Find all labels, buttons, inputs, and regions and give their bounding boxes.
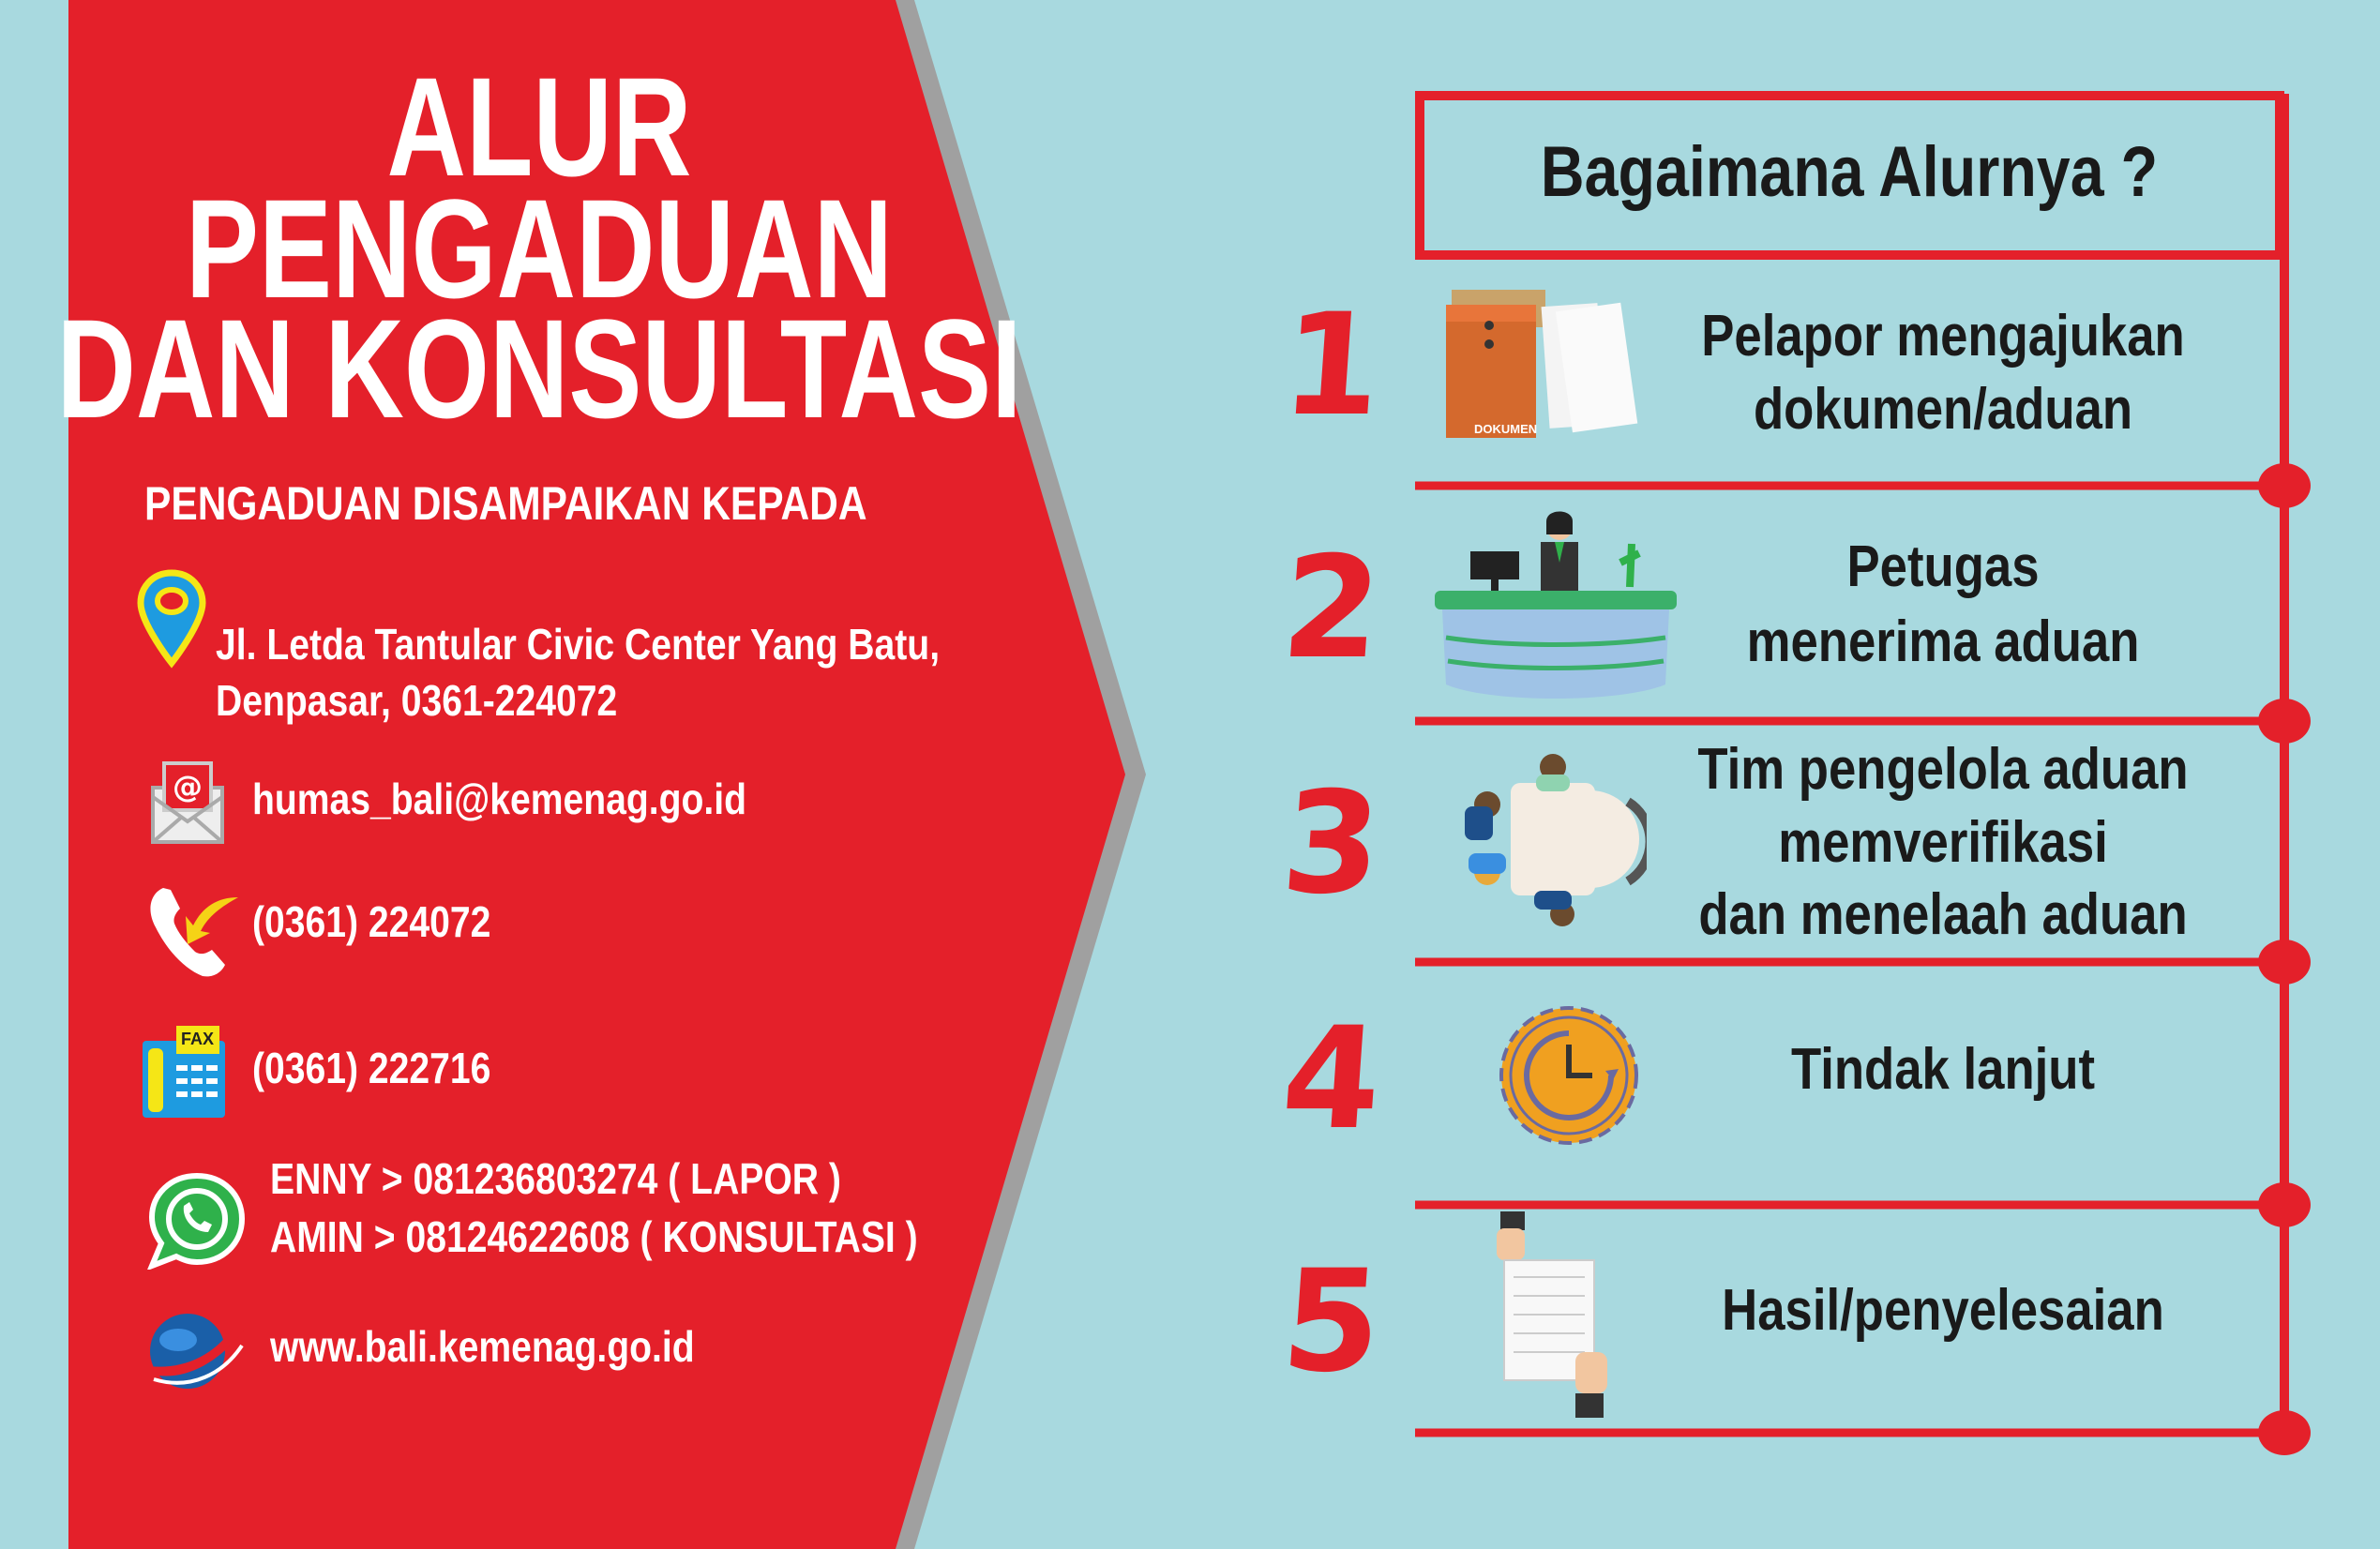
website-link[interactable]: www.bali.kemenag.go.id (270, 1322, 695, 1371)
email-link[interactable]: humas_bali@kemenag.go.id (252, 774, 747, 823)
address-line-1: Jl. Letda Tantular Civic Center Yang Batu, (216, 620, 941, 669)
document-handover-icon (1491, 1211, 1613, 1427)
phone-number[interactable]: (0361) 224072 (252, 897, 491, 946)
step-1-text-line-1: Pelapor mengajukan (1701, 304, 2185, 368)
step-2-text-line-1: Petugas (1846, 534, 2040, 599)
step-1-text-line-2: dokumen/aduan (1753, 377, 2133, 442)
gear-clock-icon (1489, 996, 1649, 1155)
step-2-number: 2 (1276, 527, 1387, 690)
document-folder-icon (1442, 286, 1639, 441)
step-4-number: 4 (1276, 998, 1387, 1161)
step-5-text: Hasil/penyelesaian (1722, 1278, 2164, 1343)
fax-label: FAX (181, 1030, 215, 1048)
svg-text:@: @ (173, 769, 203, 805)
step-5-number: 5 (1276, 1241, 1387, 1404)
step-3-text-line-2: memverifikasi (1778, 810, 2108, 875)
step-3-text-line-3: dan menelaah aduan (1698, 882, 2188, 947)
globe-website-icon (144, 1308, 251, 1394)
flow-heading: Bagaimana Alurnya ? (1540, 132, 2159, 212)
step-2-text-line-2: menerima aduan (1746, 609, 2140, 674)
location-pin-icon (137, 569, 206, 669)
whatsapp-icon (146, 1170, 248, 1270)
team-meeting-icon (1459, 750, 1647, 928)
whatsapp-contact-enny: ENNY > 081236803274 ( LAPOR ) (270, 1154, 841, 1203)
reception-desk-icon (1433, 506, 1679, 703)
whatsapp-contact-amin: AMIN > 08124622608 ( KONSULTASI ) (270, 1212, 918, 1261)
contact-heading: PENGADUAN DISAMPAIKAN KEPADA (144, 477, 867, 530)
email-envelope-icon (149, 759, 226, 846)
address-line-2: Denpasar, 0361-224072 (216, 676, 618, 725)
title-line-3: DAN KONSULTASI (56, 290, 1022, 447)
phone-icon (143, 884, 241, 980)
title-line-2: PENGADUAN (185, 170, 894, 327)
step-3-text-line-1: Tim pengelola aduan (1697, 737, 2189, 802)
step-3-number: 3 (1276, 762, 1387, 925)
fax-number: (0361) 222716 (252, 1044, 491, 1092)
step-1-number: 1 (1276, 284, 1387, 447)
title-line-1: ALUR (386, 48, 692, 205)
step-4-text: Tindak lanjut (1790, 1037, 2096, 1102)
document-icon-label: DOKUMEN (1474, 422, 1538, 436)
